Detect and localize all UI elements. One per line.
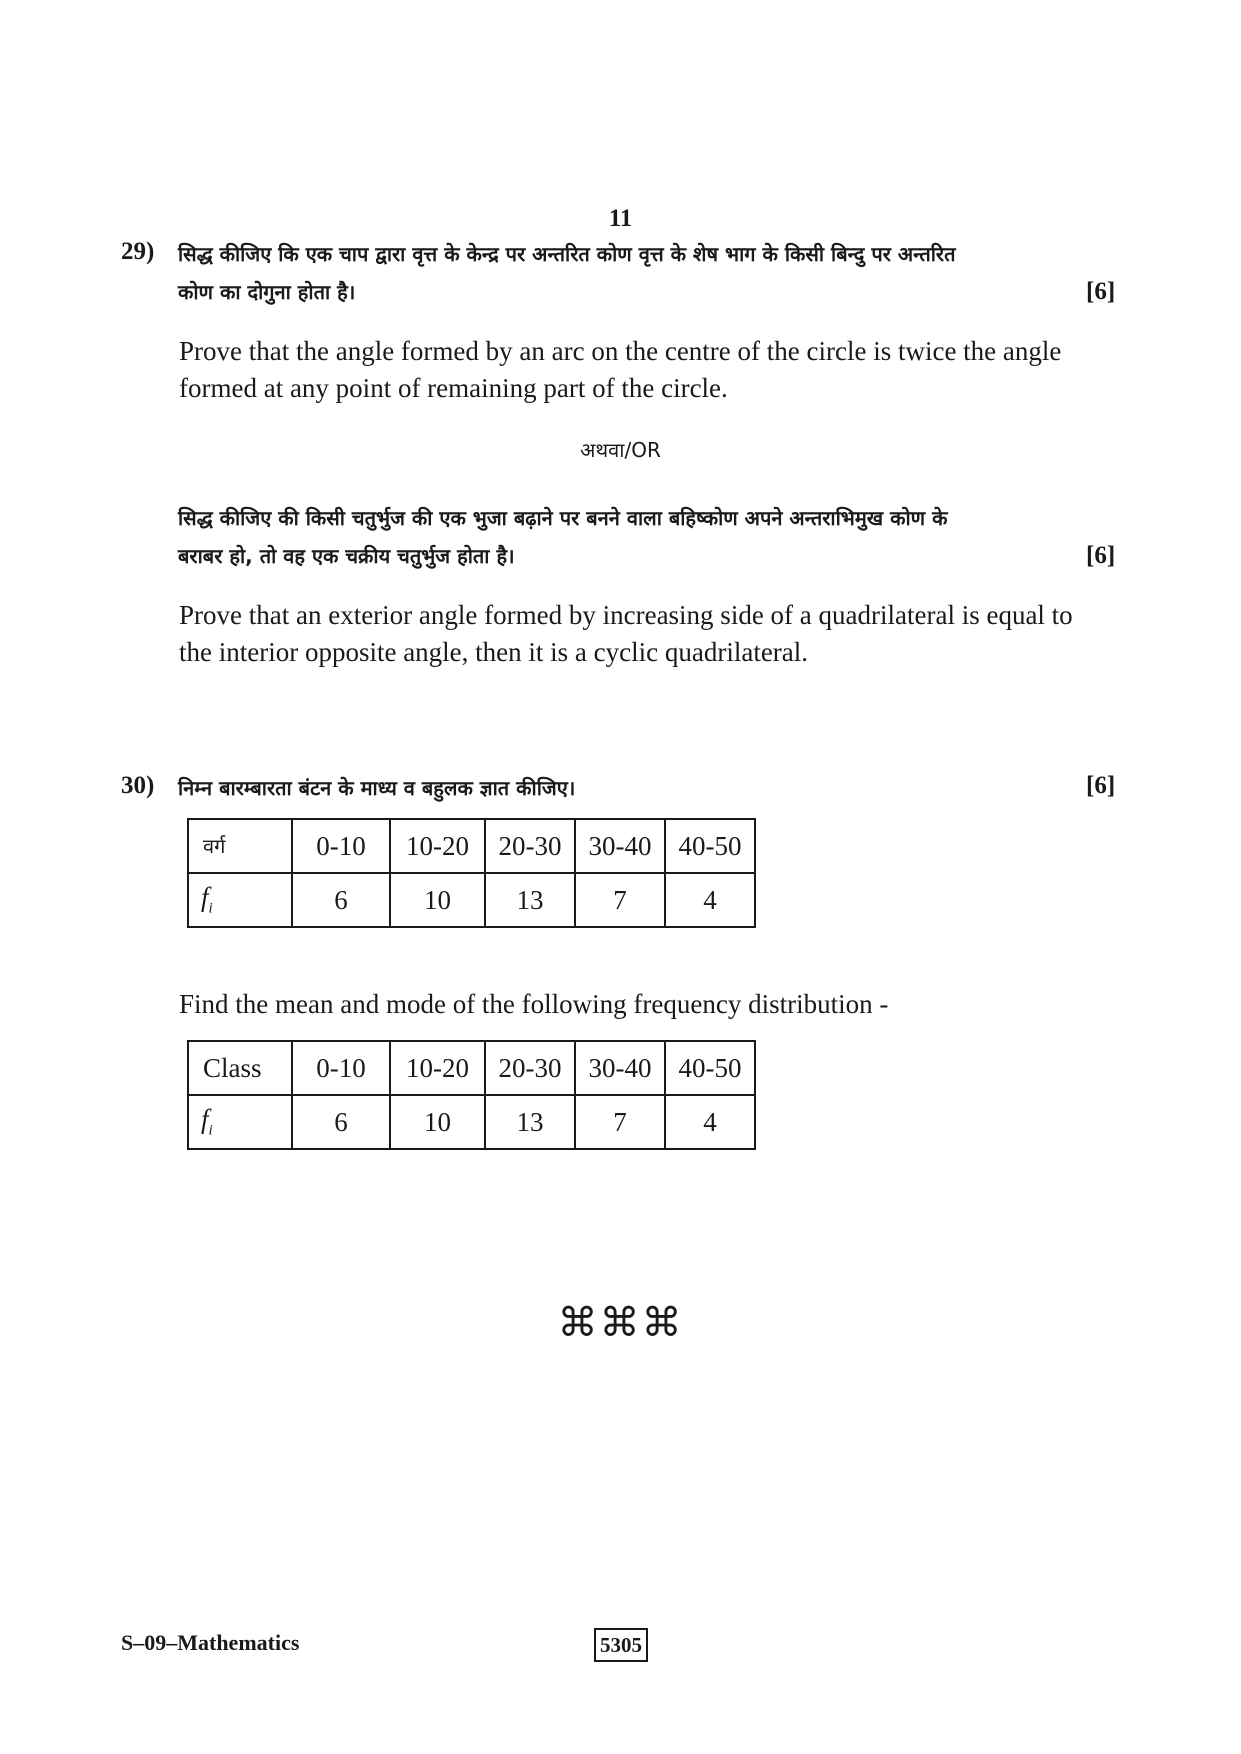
frequency-label-cell: $f_i$	[188, 873, 292, 927]
class-cell: 40-50	[665, 1041, 755, 1095]
class-cell: 0-10	[292, 1041, 390, 1095]
footer-paper-code: 5305	[594, 1628, 648, 1662]
page-number: 11	[608, 205, 633, 232]
q29-english-line-1: Prove that the angle formed by an arc on the centre of the circle is twice the angle	[179, 336, 1062, 366]
table-row	[188, 1041, 755, 1095]
q29-or-hindi-line-1: सिद्ध कीजिए की किसी चतुर्भुज की एक भुजा बढ़ाने पर बनने वाला बहिष्कोण अपने अन्तराभिमुख कोण के	[178, 506, 948, 530]
q29-english-line-2: formed at any point of remaining part of the circle.	[179, 373, 728, 403]
q30-marks: [6]	[1086, 772, 1116, 799]
q29-or-english-line-2: the interior opposite angle, then it is a cyclic quadrilateral.	[179, 637, 809, 667]
class-cell: 10-20	[390, 1041, 485, 1095]
table-header-cell: वर्ग	[188, 819, 292, 873]
class-cell: 40-50	[665, 819, 755, 873]
frequency-table-english	[187, 1040, 756, 1150]
q29-hindi-line-1: सिद्ध कीजिए कि एक चाप द्वारा वृत्त के केन्द्र पर अन्तरित कोण वृत्त के शेष भाग के किसी बिन्दु पर अन्तरित	[178, 242, 956, 266]
frequency-cell: 6	[292, 1095, 390, 1149]
frequency-cell: 7	[575, 873, 665, 927]
q30-hindi: निम्न बारम्बारता बंटन के माध्य व बहुलक ज्ञात कीजिए।	[178, 776, 576, 800]
q29-or-marks: [6]	[1086, 542, 1116, 569]
or-label: अथवा/OR	[580, 438, 661, 462]
frequency-cell: 4	[665, 1095, 755, 1149]
q29-or-hindi-line-2: बराबर हो, तो वह एक चक्रीय चतुर्भुज होता है।	[178, 544, 515, 568]
frequency-label-cell: $f_i$	[188, 1095, 292, 1149]
frequency-cell: 7	[575, 1095, 665, 1149]
class-cell: 10-20	[390, 819, 485, 873]
end-of-paper-mark: ⌘⌘⌘	[557, 1300, 684, 1346]
class-cell: 20-30	[485, 819, 575, 873]
or-separator	[0, 436, 1241, 464]
frequency-cell: 13	[485, 1095, 575, 1149]
question-29-number: 29)	[121, 238, 155, 265]
footer-subject: S–09–Mathematics	[121, 1630, 300, 1655]
frequency-cell: 4	[665, 873, 755, 927]
class-cell: 0-10	[292, 819, 390, 873]
q29-or-english-line-1: Prove that an exterior angle formed by increasing side of a quadrilateral is equal to	[179, 600, 1073, 630]
frequency-table-hindi	[187, 818, 756, 928]
class-cell: 30-40	[575, 819, 665, 873]
frequency-cell: 10	[390, 1095, 485, 1149]
frequency-cell: 6	[292, 873, 390, 927]
class-cell: 30-40	[575, 1041, 665, 1095]
table-header-cell: Class	[188, 1041, 292, 1095]
frequency-cell: 10	[390, 873, 485, 927]
question-30-number: 30)	[121, 772, 155, 799]
q29-marks: [6]	[1086, 278, 1116, 305]
q29-hindi-line-2: कोण का दोगुना होता है।	[178, 280, 356, 304]
table-row	[188, 819, 755, 873]
q30-english: Find the mean and mode of the following frequency distribution -	[179, 989, 889, 1019]
table-row	[188, 873, 755, 927]
table-row	[188, 1095, 755, 1149]
class-cell: 20-30	[485, 1041, 575, 1095]
frequency-cell: 13	[485, 873, 575, 927]
